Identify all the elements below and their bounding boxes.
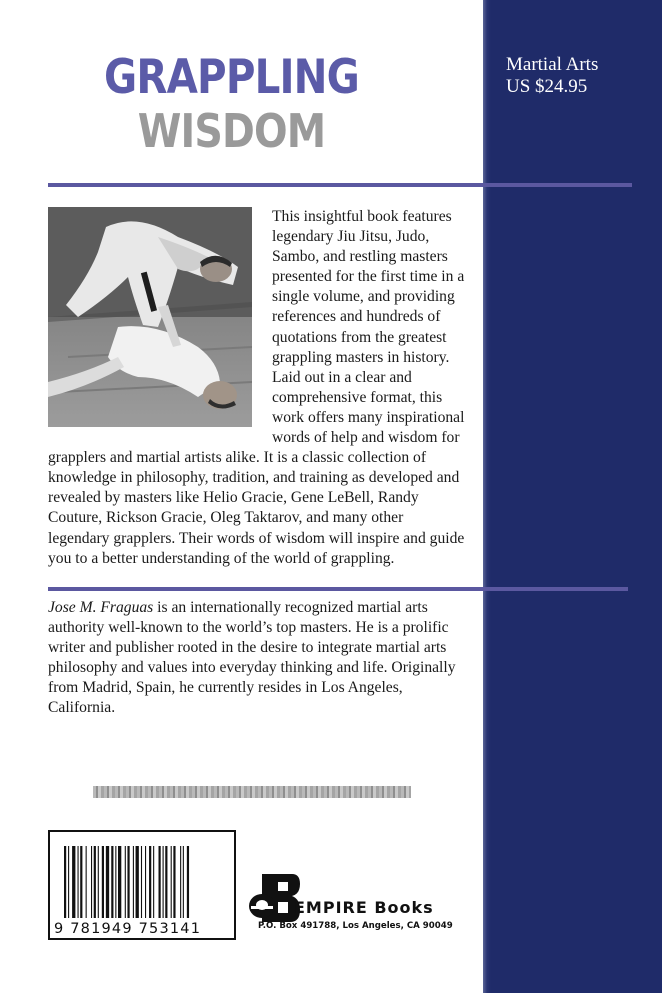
empire-books-logo [248, 872, 300, 924]
divider-top [48, 183, 632, 187]
barcode-bar [149, 846, 151, 918]
barcode-bar [106, 846, 109, 918]
price-label: US $24.95 [506, 76, 588, 97]
category-label: Martial Arts [506, 54, 599, 75]
spine-info [506, 54, 598, 98]
barcode-bar [78, 846, 79, 918]
photo-wrap-spacer [48, 207, 272, 431]
barcode-bar [136, 846, 139, 918]
barcode-bar [145, 846, 146, 918]
book-description-text: This insightful book features legendary Jiu Jitsu, Judo, Sambo, and restling masters presented for the first time in a single volume, and providing references and hundreds of quotations from the greatest grappling masters in history. Laid out in a clear and comprehensive format, this work offers many inspirational words of help and wisdom for grapplers and martial artists alike. It is a classic collection of knowledge in philosophy, tradition, and training as developed and revealed by masters like Helio Gracie, Gene LeBell, Randy Couture, Rickson Gracie, Oleg Taktarov, and many other legendary grapplers. Their words of wisdom will inspire and guide you to a better understanding of the world of grappling. [48, 208, 465, 567]
barcode-bar [102, 846, 104, 918]
barcode-bar [133, 846, 134, 918]
back-cover-spine-panel [483, 0, 662, 993]
book-description [48, 207, 468, 569]
barcode-bar [153, 846, 154, 918]
barcode-bar [171, 846, 172, 918]
barcode-bar [163, 846, 164, 918]
barcode-bar [183, 846, 184, 918]
barcode-bar [111, 846, 113, 918]
author-bio-text: is an internationally recognized martial arts authority well-known to the world’s top masters. He is a prolific writer and publisher rooted in the desire to integrate martial arts philosophy and values into everyday thinking and life. Originally from Madrid, Spain, he currently resides in Los Angeles, California. [48, 599, 456, 717]
book-title-line-2: WISDOM [137, 104, 326, 158]
barcode-bar [94, 846, 96, 918]
barcode-bar [141, 846, 142, 918]
barcode-bar [127, 846, 129, 918]
barcode-bars [64, 846, 224, 918]
isbn-barcode [48, 830, 236, 940]
barcode-bar [91, 846, 92, 918]
barcode-bar [68, 846, 69, 918]
decorative-texture-strip [93, 786, 411, 798]
barcode-bar [165, 846, 167, 918]
barcode-bar [187, 846, 189, 918]
barcode-bar [125, 846, 126, 918]
isbn-number: 9 781949 753141 [54, 921, 202, 937]
divider-middle [48, 587, 628, 591]
author-name: Jose M. Fraguas [48, 599, 154, 616]
publisher-name: EMPIRE Books [294, 898, 434, 917]
barcode-bar [118, 846, 121, 918]
barcode-bar [180, 846, 181, 918]
book-title-line-1: GRAPPLING [104, 50, 359, 105]
barcode-bar [173, 846, 175, 918]
barcode-bar [115, 846, 116, 918]
author-bio [48, 598, 468, 719]
barcode-bar [159, 846, 161, 918]
barcode-bar [80, 846, 82, 918]
barcode-bar [86, 846, 87, 918]
barcode-bar [72, 846, 75, 918]
barcode-bar [98, 846, 99, 918]
publisher-address: P.O. Box 491788, Los Angeles, CA 90049 [258, 921, 453, 931]
barcode-bar [64, 846, 66, 918]
